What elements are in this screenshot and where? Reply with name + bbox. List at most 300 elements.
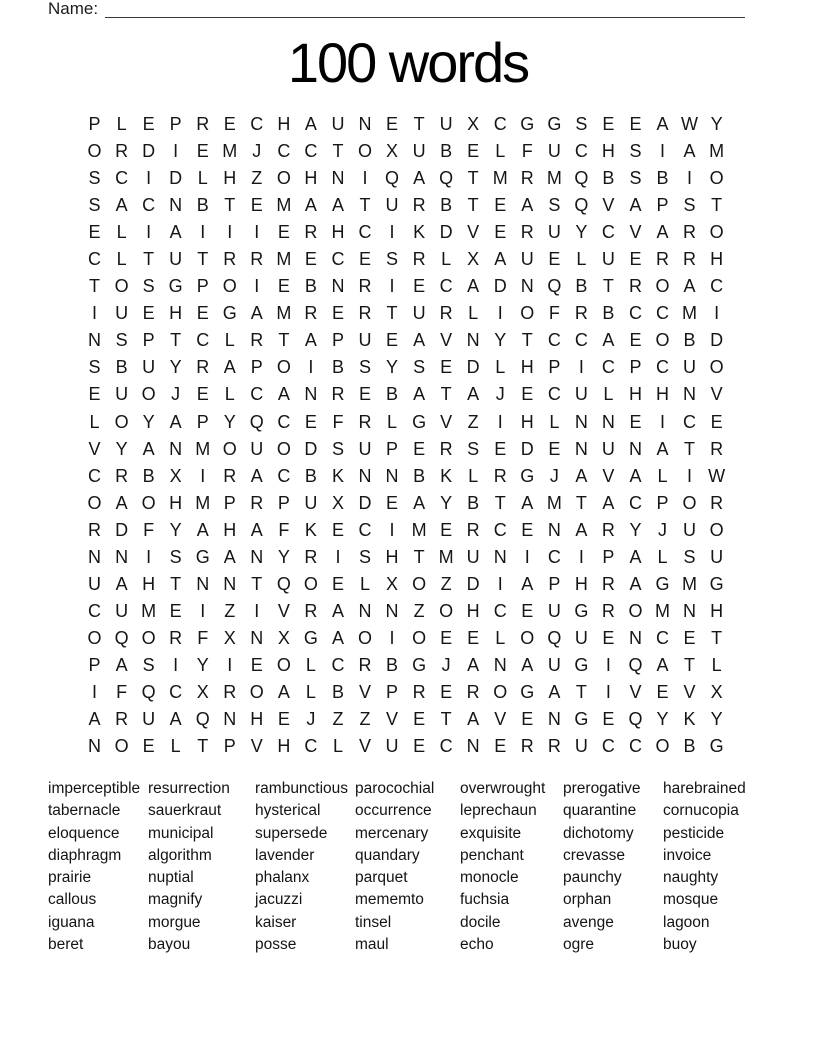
grid-letter: I (173, 141, 179, 162)
grid-letter: Y (710, 114, 723, 134)
grid-letter: O (114, 276, 129, 297)
grid-letter: E (521, 600, 534, 621)
grid-letter: T (467, 168, 479, 189)
grid-letter: O (412, 573, 427, 594)
grid-letter: K (304, 519, 317, 540)
grid-letter: O (682, 492, 697, 513)
grid-letter: E (277, 709, 290, 730)
grid-letter: G (303, 627, 318, 648)
grid-letter: A (115, 492, 128, 513)
grid-letter: K (440, 465, 453, 486)
grid-letter: A (223, 546, 236, 567)
word-list-item: fuchsia (460, 891, 510, 909)
grid-letter: I (497, 303, 503, 324)
grid-letter: R (196, 357, 210, 378)
grid-letter: E (277, 276, 290, 297)
grid-letter: X (223, 627, 236, 648)
grid-letter: C (358, 519, 372, 540)
word-list-column (663, 778, 788, 956)
grid-letter: U (683, 519, 697, 540)
grid-letter: H (520, 357, 534, 378)
grid-letter: L (305, 681, 316, 702)
grid-letter: U (466, 546, 480, 567)
grid-letter: B (602, 168, 615, 189)
grid-letter: O (222, 438, 237, 459)
grid-letter: A (277, 384, 290, 405)
grid-letter: H (466, 600, 480, 621)
grid-letter: A (629, 546, 642, 567)
grid-letter: I (92, 303, 98, 324)
word-list-column (460, 778, 563, 956)
grid-letter: R (88, 519, 102, 540)
grid-letter: L (657, 465, 668, 486)
grid-letter: C (493, 519, 507, 540)
grid-letter: K (683, 709, 696, 730)
grid-letter: A (413, 168, 426, 189)
grid-letter: T (170, 330, 182, 351)
word-list-column (48, 778, 148, 956)
grid-letter: A (656, 114, 669, 134)
grid-letter: I (605, 681, 611, 702)
grid-letter: R (656, 249, 669, 270)
grid-letter: B (656, 168, 669, 189)
grid-letter: O (493, 681, 508, 702)
grid-letter: V (629, 222, 642, 243)
grid-letter: E (494, 438, 507, 459)
grid-letter: V (358, 681, 371, 702)
grid-letter: B (683, 330, 696, 351)
grid-letter: C (710, 276, 724, 297)
grid-letter: N (547, 519, 561, 540)
grid-letter: B (413, 465, 426, 486)
grid-letter: B (115, 357, 128, 378)
grid-letter: A (250, 465, 263, 486)
grid-letter: I (362, 168, 368, 189)
grid-letter: E (304, 411, 317, 432)
grid-letter: O (114, 736, 129, 757)
grid-letter: V (683, 681, 696, 702)
grid-letter: E (331, 519, 344, 540)
grid-letter: H (656, 384, 669, 405)
grid-letter: U (250, 438, 264, 459)
word-list-item: naughty (663, 869, 719, 887)
word-list-item: posse (255, 936, 297, 954)
grid-letter: V (440, 411, 453, 432)
grid-letter: P (223, 736, 236, 757)
grid-letter: H (710, 600, 724, 621)
grid-letter: E (710, 411, 723, 432)
grid-letter: R (223, 681, 237, 702)
grid-letter: J (441, 654, 451, 675)
word-list-item: harebrained (663, 780, 746, 797)
grid-letter: N (547, 709, 561, 730)
grid-letter: E (88, 384, 101, 405)
grid-letter: R (520, 222, 534, 243)
grid-letter: B (575, 276, 588, 297)
grid-letter: S (88, 195, 101, 216)
grid-letter: I (146, 222, 152, 243)
grid-letter: U (169, 249, 183, 270)
grid-letter: N (574, 411, 588, 432)
word-list-item: rambunctious (255, 780, 349, 797)
grid-letter: V (710, 384, 723, 405)
grid-letter: U (412, 303, 426, 324)
grid-letter: O (141, 492, 156, 513)
grid-letter: N (601, 411, 615, 432)
grid-letter: P (331, 330, 344, 351)
grid-letter: A (413, 384, 426, 405)
grid-letter: G (574, 654, 589, 675)
grid-letter: M (438, 546, 454, 567)
grid-letter: L (332, 736, 343, 757)
grid-letter: N (88, 546, 102, 567)
word-list-item: phalanx (255, 869, 310, 887)
grid-letter: A (467, 276, 480, 297)
grid-letter: T (197, 249, 209, 270)
grid-letter: E (602, 627, 615, 648)
word-list-column (148, 778, 255, 956)
grid-letter: L (495, 627, 506, 648)
word-list-item: quandary (355, 846, 420, 864)
grid-letter: U (385, 736, 399, 757)
grid-letter: C (439, 736, 453, 757)
grid-letter: X (169, 465, 182, 486)
grid-letter: S (142, 654, 155, 675)
grid-letter: S (629, 168, 642, 189)
grid-letter: D (710, 330, 724, 351)
grid-letter: R (710, 492, 724, 513)
grid-letter: I (660, 141, 666, 162)
word-list-item: resurrection (148, 780, 230, 797)
grid-letter: R (169, 627, 183, 648)
grid-letter: Q (141, 681, 156, 702)
grid-letter: O (655, 736, 670, 757)
grid-letter: P (386, 681, 399, 702)
grid-letter: C (601, 736, 615, 757)
grid-letter: P (196, 411, 209, 432)
name-fill-in-line (105, 1, 745, 18)
grid-letter: Q (628, 709, 643, 730)
grid-letter: L (495, 141, 506, 162)
grid-letter: G (222, 303, 237, 324)
grid-letter: U (385, 195, 399, 216)
word-list-item: leprechaun (460, 802, 537, 820)
grid-letter: I (497, 573, 503, 594)
grid-letter: R (439, 438, 453, 459)
grid-letter: A (169, 709, 182, 730)
grid-letter: R (115, 709, 129, 730)
grid-letter: F (278, 519, 290, 540)
grid-letter: Y (494, 330, 507, 351)
grid-letter: I (605, 654, 611, 675)
grid-letter: M (141, 600, 157, 621)
grid-letter: T (602, 276, 614, 297)
grid-letter: X (467, 249, 480, 270)
grid-letter: T (521, 330, 533, 351)
grid-letter: E (440, 627, 453, 648)
grid-letter: Q (439, 168, 454, 189)
grid-letter: P (142, 330, 155, 351)
grid-letter: E (602, 114, 615, 134)
grid-letter: N (574, 438, 588, 459)
grid-letter: E (277, 222, 290, 243)
grid-letter: A (629, 195, 642, 216)
grid-letter: I (200, 600, 206, 621)
grid-letter: G (520, 681, 535, 702)
grid-letter: C (628, 303, 642, 324)
grid-letter: R (683, 222, 697, 243)
grid-letter: Q (628, 654, 643, 675)
grid-letter: T (332, 141, 344, 162)
grid-letter: T (386, 303, 398, 324)
grid-letter: D (439, 222, 453, 243)
grid-letter: E (358, 384, 371, 405)
grid-letter: A (521, 195, 534, 216)
word-list-item: bayou (148, 936, 191, 954)
grid-letter: U (547, 654, 561, 675)
grid-letter: X (710, 681, 723, 702)
grid-letter: E (331, 303, 344, 324)
grid-letter: N (169, 195, 183, 216)
grid-letter: H (574, 573, 588, 594)
grid-letter: A (413, 492, 426, 513)
grid-letter: O (141, 384, 156, 405)
grid-letter: H (304, 168, 318, 189)
grid-letter: E (88, 222, 101, 243)
grid-letter: N (331, 168, 345, 189)
grid-letter: I (146, 546, 152, 567)
grid-letter: E (304, 249, 317, 270)
grid-letter: U (439, 114, 453, 134)
word-list-item: tinsel (355, 913, 392, 931)
grid-letter: Z (359, 709, 371, 730)
grid-letter: Y (277, 546, 290, 567)
grid-letter: L (116, 114, 127, 134)
grid-letter: T (711, 627, 723, 648)
grid-letter: S (358, 357, 371, 378)
grid-letter: V (602, 195, 615, 216)
grid-letter: N (385, 465, 399, 486)
grid-letter: N (169, 438, 183, 459)
grid-letter: E (656, 681, 669, 702)
grid-letter: D (493, 276, 507, 297)
grid-letter: L (116, 222, 127, 243)
grid-letter: A (467, 654, 480, 675)
grid-letter: O (222, 276, 237, 297)
grid-letter: E (494, 222, 507, 243)
grid-letter: E (142, 114, 155, 134)
grid-letter: R (196, 114, 210, 134)
grid-letter: O (276, 168, 291, 189)
grid-letter: I (254, 600, 260, 621)
grid-letter: A (521, 573, 534, 594)
word-list-item: crevasse (563, 846, 626, 864)
grid-letter: N (683, 384, 697, 405)
grid-letter: T (575, 492, 587, 513)
grid-letter: H (277, 114, 291, 134)
grid-letter: V (494, 709, 507, 730)
grid-letter: Y (440, 492, 453, 513)
grid-letter: A (304, 195, 317, 216)
grid-letter: O (276, 438, 291, 459)
grid-letter: E (494, 195, 507, 216)
grid-letter: J (252, 141, 262, 162)
grid-letter: B (386, 384, 399, 405)
grid-letter: Q (574, 195, 589, 216)
grid-letter: S (548, 195, 561, 216)
grid-letter: O (412, 627, 427, 648)
grid-letter: O (655, 330, 670, 351)
grid-letter: I (389, 519, 395, 540)
grid-letter: C (547, 546, 561, 567)
word-list-item: quarantine (563, 802, 637, 820)
grid-letter: R (628, 276, 642, 297)
grid-letter: A (494, 249, 507, 270)
grid-letter: G (709, 736, 724, 757)
grid-letter: I (200, 222, 206, 243)
grid-letter: U (710, 546, 724, 567)
grid-letter: R (601, 519, 615, 540)
word-list-item: hysterical (255, 802, 321, 820)
grid-letter: P (629, 357, 642, 378)
grid-letter: I (687, 465, 693, 486)
word-search-grid (81, 111, 730, 760)
grid-letter: D (466, 573, 480, 594)
grid-letter: B (331, 357, 344, 378)
grid-letter: E (467, 627, 480, 648)
word-list-item: algorithm (148, 846, 212, 864)
grid-letter: S (386, 249, 399, 270)
grid-letter: T (89, 276, 101, 297)
grid-letter: M (195, 492, 211, 513)
grid-letter: U (574, 736, 588, 757)
grid-letter: V (358, 736, 371, 757)
grid-letter: E (683, 627, 696, 648)
grid-letter: A (304, 330, 317, 351)
grid-letter: X (386, 141, 399, 162)
grid-letter: H (277, 736, 291, 757)
word-list-item: dichotomy (563, 824, 634, 842)
grid-letter: B (142, 465, 155, 486)
grid-letter: L (305, 654, 316, 675)
grid-letter: N (304, 384, 318, 405)
grid-letter: O (439, 600, 454, 621)
grid-letter: A (331, 627, 344, 648)
grid-letter: P (223, 492, 236, 513)
grid-letter: C (331, 249, 345, 270)
grid-letter: O (87, 627, 102, 648)
grid-letter: E (521, 709, 534, 730)
grid-letter: U (331, 114, 345, 134)
grid-letter: I (714, 303, 720, 324)
grid-letter: H (250, 709, 264, 730)
grid-letter: S (467, 438, 480, 459)
grid-letter: R (304, 600, 318, 621)
grid-letter: T (684, 438, 696, 459)
word-list-item: callous (48, 891, 97, 909)
grid-letter: O (303, 573, 318, 594)
grid-letter: L (468, 303, 479, 324)
grid-letter: L (116, 249, 127, 270)
grid-letter: T (684, 654, 696, 675)
grid-letter: A (331, 195, 344, 216)
grid-letter: P (656, 195, 669, 216)
grid-letter: S (683, 546, 696, 567)
grid-letter: A (575, 519, 588, 540)
grid-letter: T (575, 681, 587, 702)
grid-letter: W (708, 465, 726, 486)
grid-letter: P (277, 492, 290, 513)
grid-letter: C (439, 276, 453, 297)
grid-letter: V (250, 736, 263, 757)
grid-letter: A (629, 465, 642, 486)
grid-letter: L (711, 654, 722, 675)
grid-letter: H (601, 141, 615, 162)
grid-letter: F (197, 627, 209, 648)
grid-letter: O (87, 141, 102, 162)
grid-letter: L (387, 411, 398, 432)
grid-letter: T (359, 195, 371, 216)
grid-letter: S (142, 276, 155, 297)
grid-letter: Y (710, 709, 723, 730)
grid-letter: N (628, 438, 642, 459)
grid-letter: T (467, 195, 479, 216)
grid-letter: A (88, 709, 101, 730)
grid-letter: E (494, 736, 507, 757)
grid-letter: I (227, 654, 233, 675)
grid-letter: D (358, 492, 372, 513)
grid-letter: E (413, 736, 426, 757)
grid-letter: C (547, 384, 561, 405)
word-list-item: iguana (48, 913, 95, 931)
grid-letter: A (656, 222, 669, 243)
grid-letter: C (656, 357, 669, 378)
grid-letter: B (304, 276, 317, 297)
grid-letter: I (524, 546, 530, 567)
grid-letter: I (254, 222, 260, 243)
grid-letter: A (304, 114, 317, 134)
grid-letter: E (386, 330, 399, 351)
grid-letter: T (224, 195, 236, 216)
grid-letter: U (115, 384, 129, 405)
grid-letter: T (440, 709, 452, 730)
grid-letter: O (628, 600, 643, 621)
grid-letter: Q (385, 168, 400, 189)
grid-letter: U (142, 357, 156, 378)
grid-letter: R (358, 411, 372, 432)
grid-letter: F (548, 303, 560, 324)
grid-letter: T (170, 573, 182, 594)
grid-letter: C (601, 357, 615, 378)
grid-letter: C (601, 222, 615, 243)
grid-letter: I (200, 465, 206, 486)
grid-letter: B (440, 141, 453, 162)
grid-letter: T (251, 573, 263, 594)
grid-letter: N (223, 573, 237, 594)
grid-letter: U (358, 330, 372, 351)
grid-letter: R (304, 222, 318, 243)
grid-letter: C (88, 465, 102, 486)
grid-letter: U (574, 627, 588, 648)
grid-letter: T (440, 384, 452, 405)
grid-letter: I (308, 357, 314, 378)
grid-letter: I (227, 222, 233, 243)
word-list-item: eloquence (48, 824, 120, 842)
grid-letter: L (224, 384, 235, 405)
grid-letter: T (413, 114, 425, 134)
grid-letter: G (655, 573, 670, 594)
grid-letter: S (88, 168, 101, 189)
